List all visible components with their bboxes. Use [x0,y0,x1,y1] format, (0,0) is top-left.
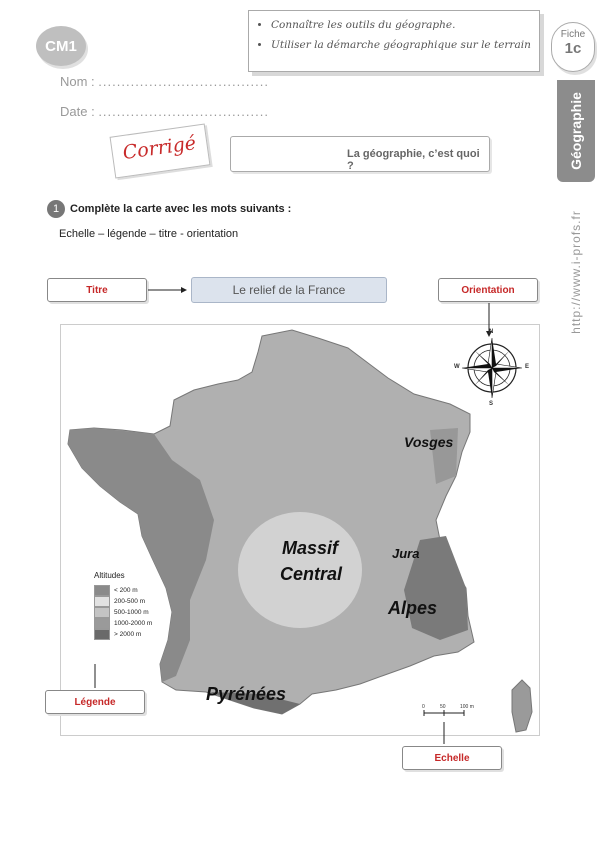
question-number: 1 [47,200,65,218]
region-vosges: Vosges [404,434,454,450]
scale-tick-50: 50 [440,704,446,710]
echelle-label-box [402,746,502,770]
corrige-stamp-text: Corrigé [121,132,198,165]
region-pyrenees: Pyrénées [206,684,287,704]
name-label: Nom : [60,74,95,89]
legend-swatch [94,618,110,629]
legend-swatch [94,596,110,607]
fiche-label: Fiche [560,29,586,40]
echelle-label: Echelle [434,752,470,764]
corsica [512,680,532,732]
compass-south: S [489,401,494,407]
legend-row [94,596,152,607]
question-instruction: Complète la carte avec les mots suivants : [70,203,292,215]
name-dots: ..................................... [98,74,269,89]
scale-tick-100: 100 m [460,704,474,710]
site-url: http://www.i-profs.fr [569,210,583,334]
legende-label: Légende [74,696,116,708]
date-dots: ..................................... [98,104,269,119]
legend-row [94,585,152,596]
compass-rose [462,338,522,398]
legende-label-box [45,690,145,714]
legend-swatch [94,629,110,640]
lesson-title: La géographie, c’est quoi ? [347,148,480,172]
scale-tick-0: 0 [422,704,425,710]
scale-bar [424,710,464,716]
compass-north: N [489,329,494,335]
map-title-text: Le relief de la France [232,283,346,297]
altitude-legend [94,571,152,640]
region-central: Central [280,564,343,584]
legend-row [94,607,152,618]
legend-label: 1000-2000 m [114,620,153,627]
objective-item: • Utiliser la démarche géographique sur le terrain [271,35,531,55]
titre-label: Titre [86,284,108,296]
legend-label: 200-500 m [114,598,146,605]
orientation-label: Orientation [461,284,515,296]
word-list: Echelle – légende – titre - orientation [59,228,239,240]
region-alpes: Alpes [388,598,438,618]
legend-row [94,618,152,629]
legend-label: > 2000 m [114,631,142,638]
region-jura: Jura [392,546,420,561]
legend-title: Altitudes [94,571,125,580]
legend-label: 500-1000 m [114,609,149,616]
level-badge: CM1 [36,26,86,66]
compass-west: W [454,364,460,370]
date-label: Date : [60,104,95,119]
objective-item: • Connaître les outils du géographe. [271,15,531,35]
subject-label: Géographie [568,92,584,170]
legend-row [94,629,152,640]
region-massif: Massif [282,538,339,558]
compass-east: E [525,364,530,370]
legend-label: < 200 m [114,587,138,594]
legend-swatch [94,607,110,618]
legend-swatch [94,585,110,596]
fiche-number: 1c [564,40,582,57]
